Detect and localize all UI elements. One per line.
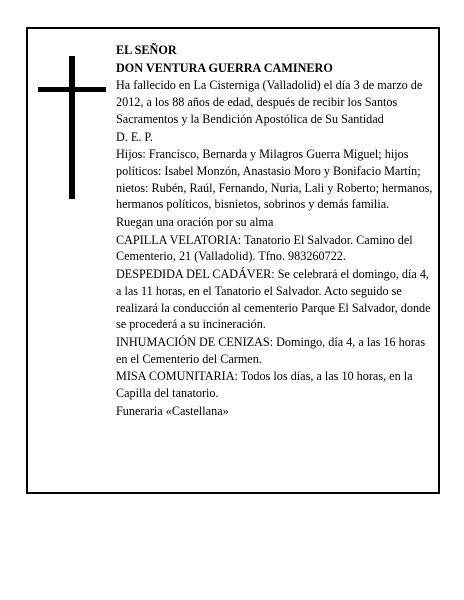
dep-line: D. E. P. — [116, 129, 153, 144]
cross-icon-bar — [38, 87, 106, 92]
prayer-line: Ruegan una oración por su alma — [116, 215, 274, 230]
family-paragraph: Hijos: Francisco, Bernarda y Milagros Guerra Miguel; hijos políticos: Isabel Monzón, Anastasio Moro y Bonifacio Martín; nietos: Rubén, Raúl, Fernando, Nuria, Lali y Roberto; hermanos, hermanos políticos, bisnietos, sobrinos y demás familia. — [116, 147, 433, 212]
cross-icon — [69, 56, 75, 199]
mass-paragraph: MISA COMUNITARIA: Todos los días, a las 10 horas, en la Capilla del tanatorio. — [116, 369, 413, 401]
ashes-paragraph: INHUMACIÓN DE CENIZAS: Domingo, día 4, a las 16 horas en el Cementerio del Carmen. — [116, 334, 426, 366]
notice-text — [116, 42, 434, 420]
notice-title: EL SEÑOR — [116, 43, 177, 57]
farewell-paragraph: DESPEDIDA DEL CADÁVER: Se celebrará el domingo, día 4, a las 11 horas, en el Tanatorio el Salvador. Acto seguido se realizará la conducción al cementerio Parque El Salvador, donde se procederá a su incineración. — [116, 267, 431, 332]
deceased-name: DON VENTURA GUERRA CAMINERO — [116, 60, 333, 75]
funeral-home: Funeraria «Castellana» — [116, 403, 229, 418]
obituary-notice — [26, 27, 440, 494]
chapel-paragraph: CAPILLA VELATORIA: Tanatorio El Salvador. Camino del Cementerio, 21 (Valladolid). Tfno. 983260722. — [116, 232, 413, 264]
death-paragraph: Ha fallecido en La Cisterniga (Valladolid) el día 3 de marzo de 2012, a los 88 años de edad, después de recibir los Santos Sacramentos y la Bendición Apostólica de Su Santidad — [116, 78, 423, 126]
